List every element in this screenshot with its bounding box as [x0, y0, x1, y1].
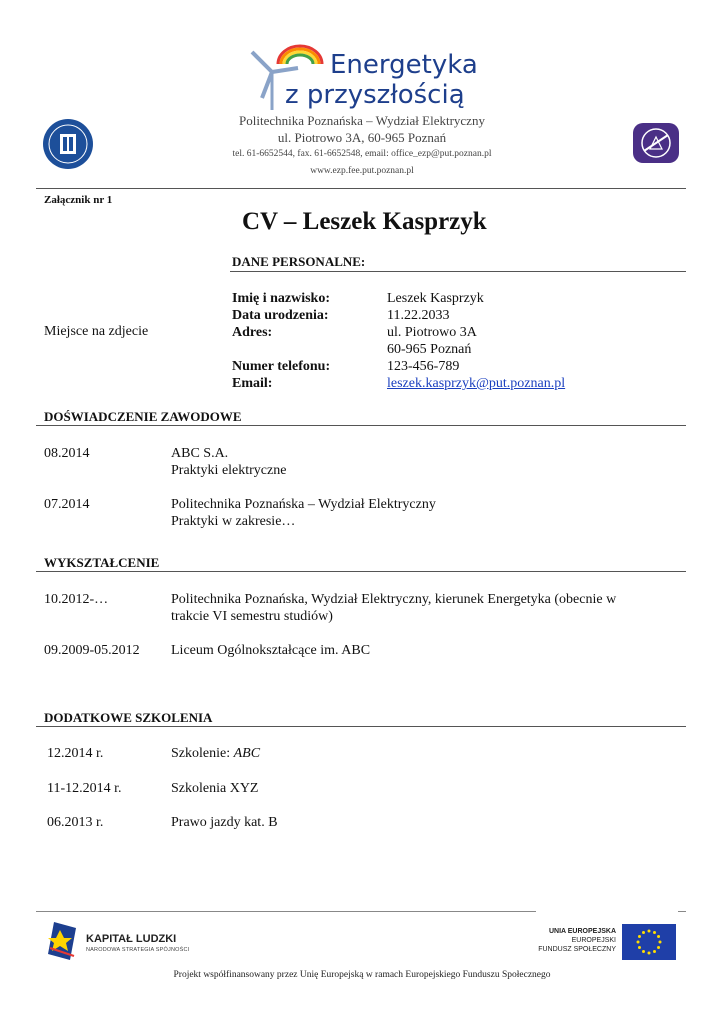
institution-website: www.ezp.fee.put.poznan.pl [310, 166, 414, 176]
training-date: 11-12.2014 r. [47, 781, 122, 796]
section-heading-personal: DANE PERSONALNE: [232, 254, 366, 269]
eu-star-icon [657, 946, 660, 949]
education-detail: trakcie VI semestru studiów) [171, 609, 333, 624]
training-item: Prawo jazdy kat. B [171, 815, 278, 830]
brand-line2: z przyszłością [285, 80, 465, 110]
institution-contact: tel. 61-6652544, fax. 61-6652548, email: office_ezp@put.poznan.pl [232, 149, 492, 159]
annex-label: Załącznik nr 1 [44, 194, 113, 206]
eu-star-icon [657, 935, 660, 938]
education-school: Politechnika Poznańska, Wydział Elektryczny, kierunek Energetyka (obecnie w [171, 592, 617, 607]
photo-placeholder: Miejsce na zdjecie [44, 324, 149, 339]
university-seal-icon [42, 118, 94, 170]
section-divider [36, 571, 686, 572]
footer-divider-end [678, 911, 686, 912]
section-heading-education: WYKSZTAŁCENIE [44, 555, 160, 570]
eu-star-icon [648, 952, 651, 955]
kapital-ludzki-name: KAPITAŁ LUDZKI [86, 933, 177, 945]
footer-note: Projekt współfinansowany przez Unię Europejską w ramach Europejskiego Funduszu Społecznego [173, 970, 551, 980]
education-date: 09.2009-05.2012 [44, 643, 140, 658]
eu-star-icon [659, 941, 662, 944]
kapital-ludzki-logo-icon [46, 920, 78, 962]
email-link[interactable]: leszek.kasprzyk@put.poznan.pl [387, 376, 566, 391]
footer-divider [36, 911, 536, 912]
experience-role: Praktyki elektryczne [171, 463, 287, 478]
section-heading-training: DODATKOWE SZKOLENIA [44, 710, 213, 725]
experience-date: 07.2014 [44, 497, 90, 512]
field-label-name: Imię i nazwisko: [232, 291, 330, 306]
field-value-address-street: ul. Piotrowo 3A [387, 325, 477, 340]
education-school: Liceum Ogólnokształcące im. ABC [171, 643, 371, 658]
training-item [171, 745, 260, 762]
institution-name: Politechnika Poznańska – Wydział Elektryczny [239, 113, 485, 128]
eu-star-icon [653, 931, 656, 934]
institution-address: ul. Piotrowo 3A, 60-965 Poznań [277, 130, 447, 145]
experience-role: Praktyki w zakresie… [171, 514, 296, 529]
section-divider [36, 425, 686, 426]
field-value-birthdate: 11.22.2033 [387, 308, 450, 323]
section-divider [230, 271, 686, 272]
eu-star-icon [642, 950, 645, 953]
eu-label-line3: FUNDUSZ SPOŁECZNY [538, 946, 616, 953]
faculty-seal-icon [632, 122, 680, 164]
experience-employer: Politechnika Poznańska – Wydział Elektryczny [171, 497, 436, 512]
field-label-address: Adres: [232, 325, 273, 340]
training-text-italic: ABC [233, 746, 261, 761]
field-value-name: Leszek Kasprzyk [387, 291, 484, 306]
field-value-phone: 123-456-789 [387, 359, 460, 374]
education-date: 10.2012-… [44, 592, 109, 607]
eu-label-line1: UNIA EUROPEJSKA [548, 928, 616, 935]
eu-star-icon [637, 941, 640, 944]
header-divider [36, 188, 686, 189]
experience-employer: ABC S.A. [171, 446, 229, 461]
training-text: Szkolenie: [171, 746, 234, 761]
brand-line1: Energetyka [330, 50, 478, 80]
section-divider [36, 726, 686, 727]
eu-flag-icon [622, 924, 676, 960]
field-label-birthdate: Data urodzenia: [232, 308, 329, 323]
field-label-phone: Numer telefonu: [232, 359, 331, 374]
field-value-address-city: 60-965 Poznań [387, 342, 472, 357]
experience-date: 08.2014 [44, 446, 90, 461]
eu-star-icon [638, 935, 641, 938]
kapital-ludzki-subtitle: NARODOWA STRATEGIA SPÓJNOŚCI [86, 947, 190, 953]
eu-star-icon [653, 950, 656, 953]
eu-label-line2: EUROPEJSKI [571, 937, 616, 944]
eu-star-icon [642, 931, 645, 934]
section-heading-experience: DOŚWIADCZENIE ZAWODOWE [44, 409, 242, 424]
field-label-email: Email: [232, 376, 273, 391]
page-title: CV – Leszek Kasprzyk [242, 208, 487, 235]
training-date: 12.2014 r. [47, 746, 104, 761]
eu-star-icon [648, 930, 651, 933]
training-date: 06.2013 r. [47, 815, 104, 830]
eu-star-icon [638, 946, 641, 949]
training-item: Szkolenia XYZ [171, 781, 259, 796]
